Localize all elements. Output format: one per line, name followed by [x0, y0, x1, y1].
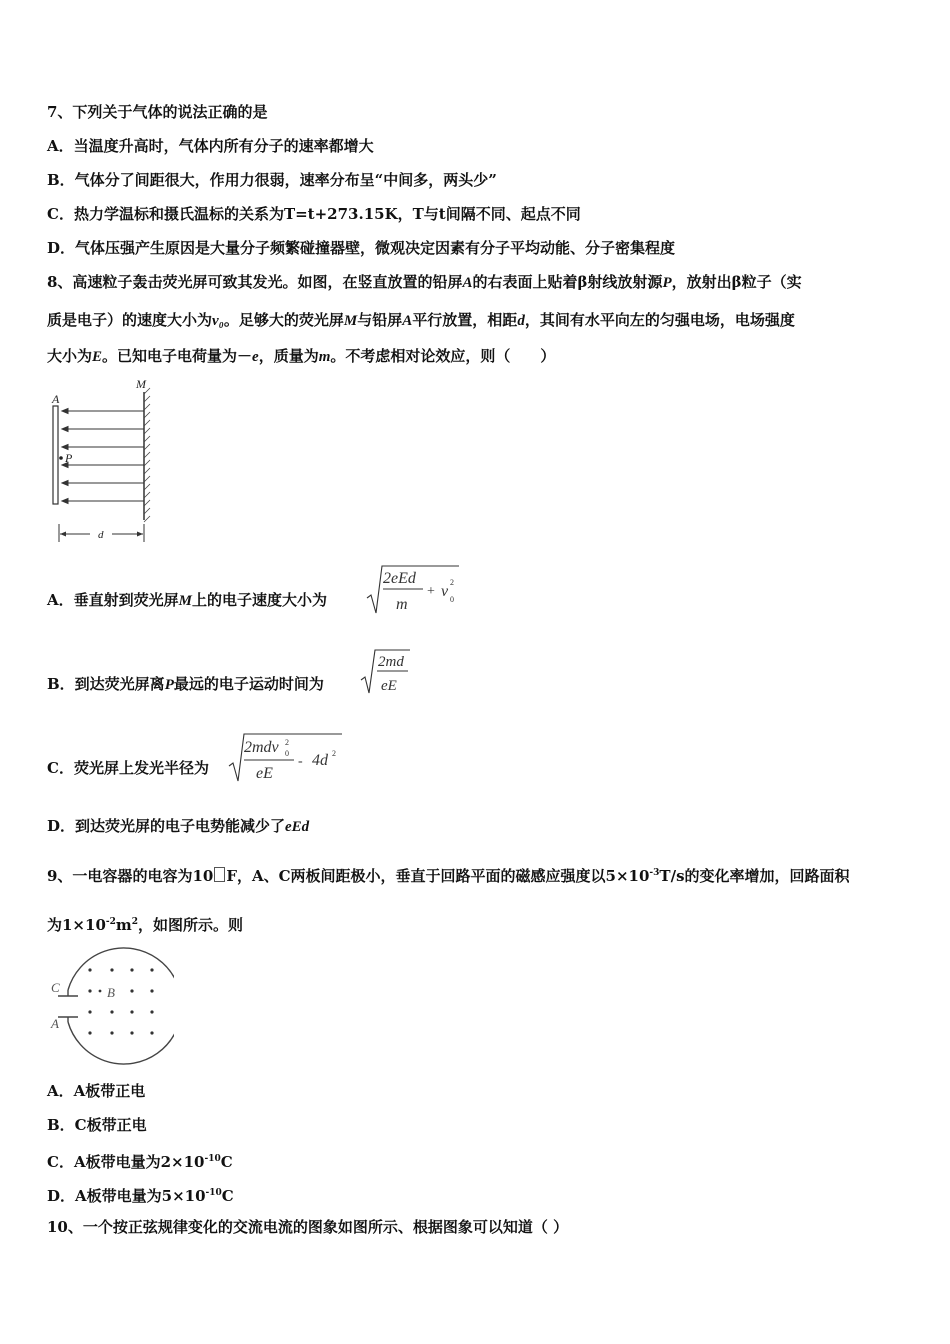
q8-label-a: A — [52, 392, 60, 406]
q9-label-b: B — [107, 985, 115, 1000]
svg-text:eE: eE — [256, 765, 273, 782]
q9-loop — [68, 948, 174, 1064]
q8-label-m: M — [136, 377, 146, 391]
svg-text:0: 0 — [450, 595, 454, 604]
q10-stem: 10、一个按正弦规律变化的交流电流的图象如图所示、根据图象可以知道（ ） — [47, 1218, 569, 1236]
missing-glyph-box — [214, 867, 225, 882]
q8-lead-screen — [53, 406, 58, 504]
q7-stem: 7、下列关于气体的说法正确的是 — [47, 103, 268, 121]
svg-text:2eEd: 2eEd — [383, 570, 416, 587]
q9-option-a: A．A板带正电 — [47, 1082, 146, 1100]
q8-option-a: A．垂直射到荧光屏M上的电子速度大小为 — [47, 591, 327, 609]
q8-stem-line3: 大小为E。已知电子电荷量为－e，质量为m。不考虑相对论效应，则（ ） — [47, 347, 556, 365]
q9-label-c: C — [51, 980, 60, 995]
q8-source-p — [59, 456, 63, 460]
svg-text:+: + — [427, 584, 435, 599]
q8-field-diagram — [44, 376, 164, 548]
q7-option-d: D．气体压强产生原因是大量分子频繁碰撞器壁，微观决定因素有分子平均动能、分子密集程度 — [47, 239, 676, 257]
q9-stem-line1: 9、一电容器的电容为10 F，A、C两板间距极小，垂直于回路平面的磁感应强度以$5\times 10^{-3}T/s$的变化率增加，回路面积 — [47, 867, 850, 885]
svg-text:2: 2 — [332, 749, 336, 758]
q9-stem-line2: 为$1\times 10^{-2}m^2$，如图所示。则 — [47, 916, 244, 934]
q9-option-b: B．C板带正电 — [47, 1116, 147, 1134]
svg-text:v: v — [441, 583, 449, 600]
q8-option-c-formula — [228, 732, 346, 784]
q9-option-d: D．A板带电量为$5\times 10^{-10}C$ — [47, 1187, 234, 1205]
svg-text:2: 2 — [450, 578, 454, 587]
q8-label-p: P — [65, 451, 73, 465]
q9-circuit-diagram — [44, 946, 174, 1066]
svg-text:2: 2 — [285, 738, 289, 747]
q7-option-a: A．当温度升高时，气体内所有分子的速率都增大 — [47, 137, 374, 155]
svg-text:eE: eE — [381, 678, 397, 694]
q8-option-b: B．到达荧光屏离P最远的电子运动时间为 — [47, 675, 324, 693]
q7-option-c: C．热力学温标和摄氏温标的关系为T=t+273.15K，T与t间隔不同、起点不同 — [47, 205, 581, 223]
svg-text:m: m — [396, 596, 408, 613]
svg-text:2mdv: 2mdv — [244, 739, 279, 756]
q8-option-c: C．荧光屏上发光半径为 — [47, 759, 209, 777]
q7-option-b: B．气体分了间距很大，作用力很弱，速率分布呈“中间多，两头少” — [47, 171, 497, 189]
q8-stem-line2: 质是电子）的速度大小为v₀。足够大的荧光屏M与铅屏A平行放置，相距d，其间有水平向左的匀强电场，电场强度 — [47, 311, 795, 329]
q8-option-b-formula — [360, 648, 412, 696]
q8-label-d: d — [98, 529, 104, 541]
q9-option-c: C．A板带电量为$2\times 10^{-10}C$ — [47, 1153, 233, 1171]
svg-text:4d: 4d — [312, 752, 328, 769]
q9-magnetic-field-dots — [88, 968, 153, 1034]
svg-text:0: 0 — [285, 749, 289, 758]
svg-text:-: - — [298, 754, 303, 769]
q9-label-a: A — [51, 1016, 59, 1031]
svg-text:2md: 2md — [378, 654, 404, 670]
q8-option-a-formula — [366, 564, 462, 616]
q8-stem-line1: 8、高速粒子轰击荧光屏可致其发光。如图，在竖直放置的铅屏A的右表面上贴着β射线放射源P，放射出β粒子（实 — [47, 273, 802, 291]
q8-option-d: D．到达荧光屏的电子电势能减少了eEd — [47, 817, 310, 835]
